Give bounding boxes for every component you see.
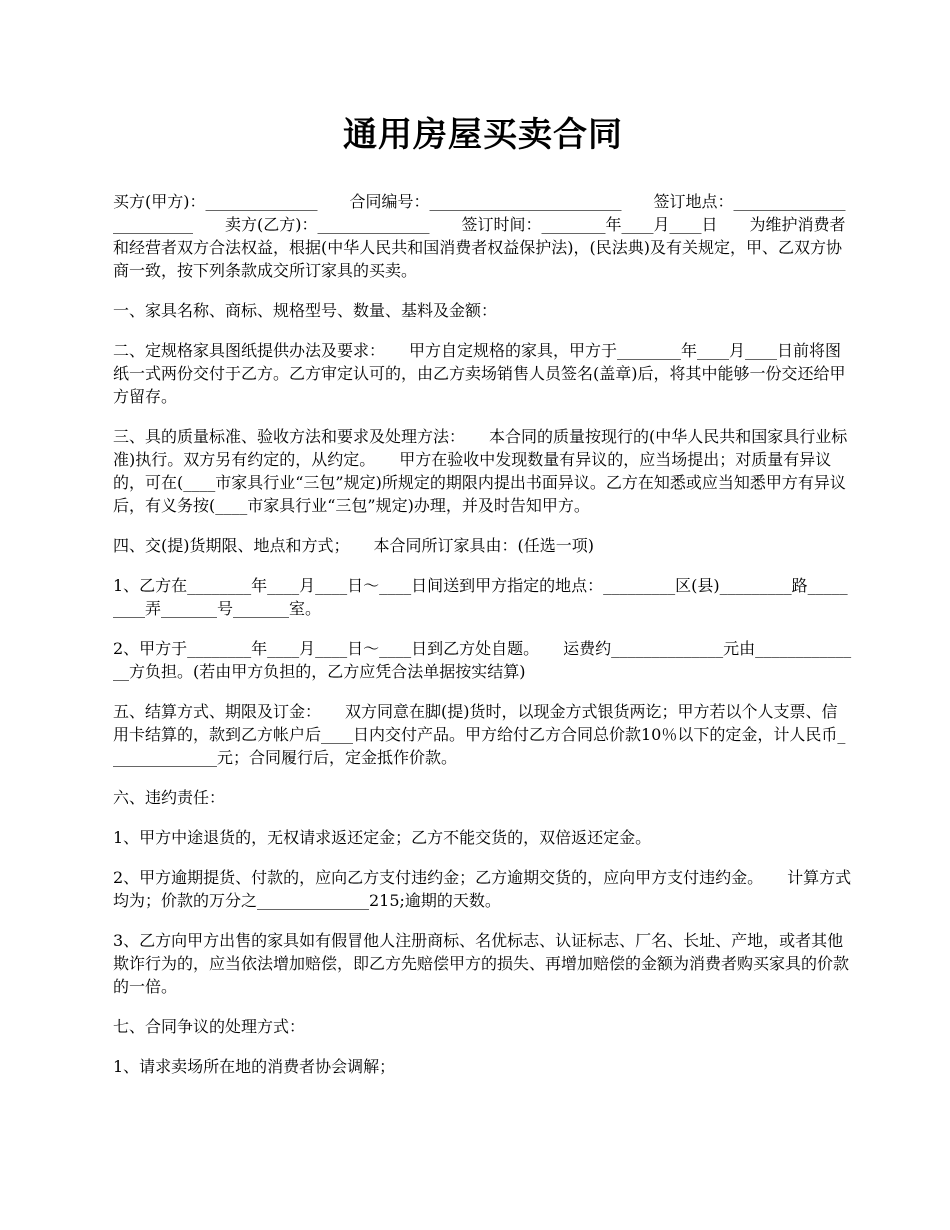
paragraph-section-6-item-1: 1、甲方中途退货的，无权请求返还定金；乙方不能交货的，双倍返还定金。 [113,828,652,847]
paragraph-parties: 买方(甲方)：______________ 合同编号：________________________ 签订地点：________________________ 卖方(乙方)：______________ 签订时间：________年____月____日 为维护消费者和经营者双方合法权益，根据(中华人民共和国消费者权益保护法)，(民法典)及有关规定，甲、乙双方协商一致，按下列条款成交所订家具的买卖。 [113,192,846,280]
paragraph-section-3: 三、具的质量标准、验收方法和要求及处理方法： 本合同的质量按现行的(中华人民共和国家具行业标准)执行。双方另有约定的，从约定。 甲方在验收中发现数量有异议的，应当场提出；对质量有异议的，可在(____市家具行业“三包”规定)所规定的期限内提出书面异议。乙方在知悉或应当知悉甲方有异议后，有义务按(____市家具行业“三包”规定)办理，并及时告知甲方。 [113,427,848,515]
paragraph-section-4-item-2: 2、甲方于________年____月____日～____日到乙方处自题。 运费约______________元由______________方负担。(若由甲方负担的，乙方应凭合法单据按实结算) [113,639,852,681]
paragraph-section-4-item-1: 1、乙方在________年____月____日～____日间送到甲方指定的地点：_________区(县)_________路_________弄_______号_______室。 [113,576,848,618]
document-title: 通用房屋买卖合同 [343,115,623,155]
paragraph-section-6-item-3: 3、乙方向甲方出售的家具如有假冒他人注册商标、名优标志、认证标志、厂名、长址、产地，或者其他欺诈行为的，应当依法增加赔偿，即乙方先赔偿甲方的损失、再增加赔偿的金额为消费者购买家具的价款的一倍。 [113,931,850,996]
paragraph-section-6-item-2: 2、甲方逾期提货、付款的，应向乙方支付违约金；乙方逾期交货的，应向甲方支付违约金。 计算方式均为；价款的万分之______________215;逾期的天数。 [113,868,852,910]
paragraph-section-6: 六、违约责任： [113,788,226,807]
paragraph-section-7: 七、合同争议的处理方式： [113,1017,306,1036]
paragraph-section-1: 一、家具名称、商标、规格型号、数量、基料及金额： [113,301,498,320]
paragraph-section-2: 二、定规格家具图纸提供办法及要求： 甲方自定规格的家具，甲方于________年____月____日前将图纸一式两份交付于乙方。乙方审定认可的，由乙方卖场销售人员签名(盖章)后，将其中能够一份交还给甲方留存。 [113,341,846,406]
paragraph-section-4: 四、交(提)货期限、地点和方式； 本合同所订家具由：(任选一项) [113,536,594,555]
paragraph-section-5: 五、结算方式、期限及订金： 双方同意在脚(提)货时，以现金方式银货两讫；甲方若以个人支票、信用卡结算的，款到乙方帐户后____日内交付产品。甲方给付乙方合同总价款10％以下的定金，计人民币______________元；合同履行后，定金抵作价款。 [113,702,846,767]
paragraph-section-7-item-1: 1、请求卖场所在地的消费者协会调解； [113,1057,396,1076]
document-page [113,110,853,1095]
